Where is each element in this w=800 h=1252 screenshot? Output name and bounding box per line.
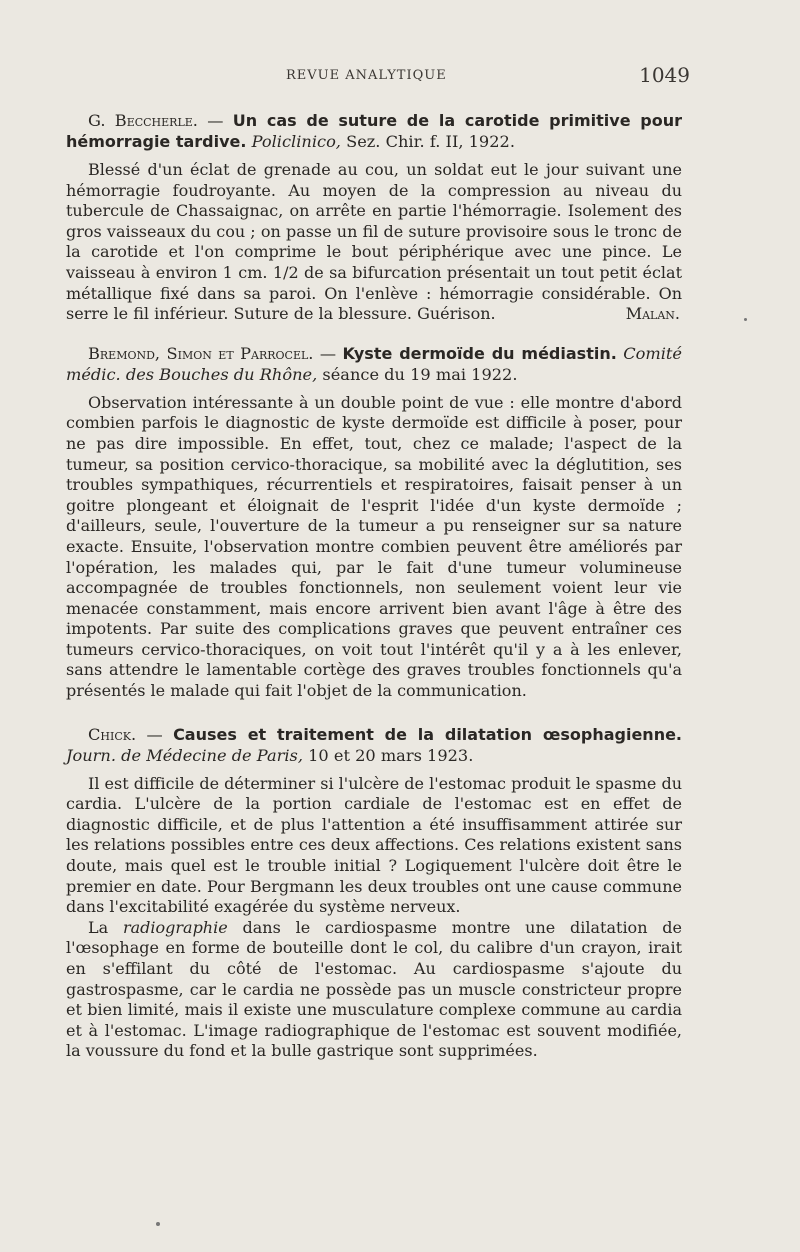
entry-title: Causes et traitement de la dilatation œsophagienne. xyxy=(173,724,683,744)
entry-author: Bremond, Simon et Parrocel. xyxy=(88,343,314,363)
entry-source: Journ. de Médecine de Paris, xyxy=(66,745,303,765)
article-column xyxy=(66,110,682,1062)
entry-source: Policlinico, xyxy=(251,132,341,151)
page-number: 1049 xyxy=(639,63,690,87)
entry-source: Comité médic. des Bouches du Rhône, xyxy=(66,343,682,384)
entry-dash: — xyxy=(197,111,233,130)
paper-speck xyxy=(156,1222,160,1226)
entry-heading xyxy=(66,724,682,766)
paragraph-italic-term: radiographie xyxy=(122,917,228,937)
paragraph-lead: La xyxy=(88,917,123,937)
entry-details: séance du 19 mai 1922. xyxy=(317,364,518,384)
entry-title: Kyste dermoïde du médiastin. xyxy=(342,343,617,363)
entry-signature: Malan. xyxy=(625,304,680,324)
abstract-entry xyxy=(66,724,682,1062)
entry-paragraph xyxy=(66,160,682,325)
paragraph-rest: dans le cardiospasme montre une dilatation de l'œsophage en forme de bouteille dont le col, du calibre d'un crayon, irait en s'effilant du côté de l'estomac. Au cardiospasme s'ajoute du gastrospasme, car le cardia ne possède pas un muscle constricteur propre et bien limité, mais il existe une musculature complexe commune au cardia et à l'estomac. L'image radiographique de l'estomac est souvent modifiée, la voussure du fond et la bulle gastrique sont supprimées. xyxy=(66,917,682,1061)
paper-speck xyxy=(744,318,747,321)
paragraph-text: Blessé d'un éclat de grenade au cou, un soldat eut le jour suivant une hémorragie foudroyante. Au moyen de la compression au niveau du tubercule de Chassaignac, on arrête en partie l'hémorragie. Isolement des gros vaisseaux du cou ; on passe un fil de suture provisoire sous le tronc de la carotide et l'on comprime le bout périphérique avec une pince. Le vaisseau à environ 1 cm. 1/2 de sa bifurcation présentait un tout petit éclat métallique fixé dans sa paroi. On l'enlève : hémorragie considérable. On serre le fil inférieur. Suture de la blessure. Guérison. xyxy=(66,160,682,324)
entry-heading xyxy=(66,343,682,385)
entry-details: Sez. Chir. f. II, 1922. xyxy=(340,132,515,151)
entry-paragraph: Il est difficile de déterminer si l'ulcère de l'estomac produit le spasme du cardia. L'ulcère de la portion cardiale de l'estomac est en effet de diagnostic difficile, et de plus l'attention a été insuffisamment attirée sur les relations possibles entre ces deux affections. Ces relations existent sans doute, mais quel est le trouble initial ? Logiquement l'ulcère doit être le premier en date. Pour Bergmann les deux troubles ont une cause commune dans l'excitabilité exagérée du système nerveux. xyxy=(66,773,682,917)
entry-dash: — xyxy=(136,724,174,744)
entry-heading xyxy=(66,110,682,152)
abstract-entry xyxy=(66,110,682,325)
entry-author: G. Beccherle. xyxy=(88,111,198,130)
entry-dash: — xyxy=(313,343,343,363)
entry-title: Un cas de suture de la carotide primitive pour hémorragie tardive. xyxy=(66,111,683,151)
abstract-entry xyxy=(66,343,682,702)
entry-paragraph xyxy=(66,918,682,1062)
entry-paragraph: Observation intéressante à un double point de vue : elle montre d'abord combien parfois le diagnostic de kyste dermoïde est difficile à poser, pour ne pas dire impossible. En effet, tout, chez ce malade; l'aspect de la tumeur, sa position cervico-thoracique, sa mobilité avec la déglutition, ses troubles sympathiques, récurrentiels et respiratoires, faisait penser à un goitre plongeant et éloignait de l'esprit l'idée d'un kyste dermoïde ; d'ailleurs, seule, l'ouverture de la tumeur a pu renseigner sur sa nature exacte. Ensuite, l'observation montre combien peuvent être améliorés par l'opération, les malades qui, par le fait d'une tumeur volumineuse accompagnée de troubles fonctionnels, non seulement voient leur vie menacée constamment, mais encore arrivent bien avant l'âge à être des impotents. Par suite des complications graves que peuvent entraîner ces tumeurs cervico-thoraciques, on voit tout l'intérêt qu'il y a à les enlever, sans attendre le lamentable cortège des graves troubles fonctionnels qu'a présentés le malade qui fait l'objet de la communication. xyxy=(66,392,682,701)
running-title: REVUE ANALYTIQUE xyxy=(286,68,447,83)
entry-details: 10 et 20 mars 1923. xyxy=(302,745,474,765)
entry-author: Chick. xyxy=(88,724,137,744)
